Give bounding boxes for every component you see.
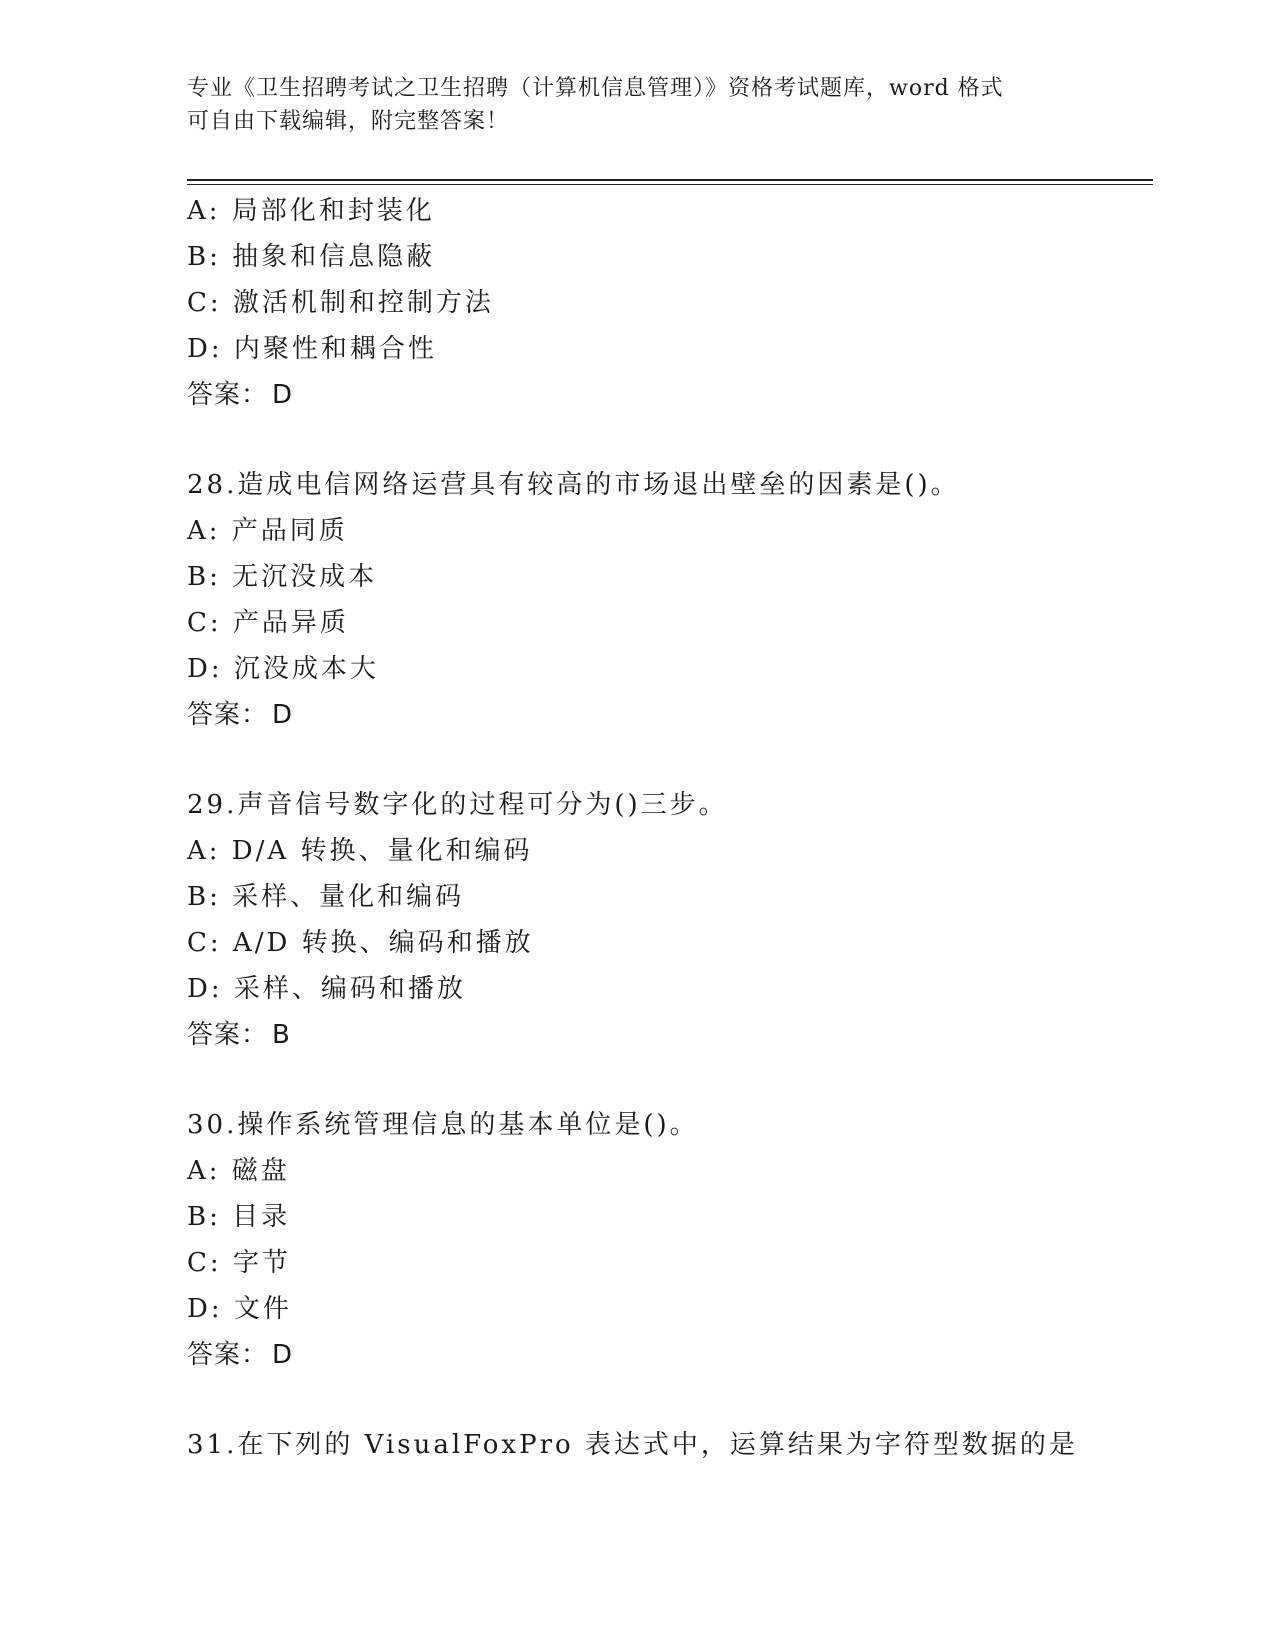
question-block-29 bbox=[187, 782, 1153, 1058]
answer-label: 答案： bbox=[187, 1340, 269, 1370]
option-c: C: 字节 bbox=[187, 1248, 291, 1278]
question-block-28 bbox=[187, 462, 1153, 738]
option-d: D: 沉没成本大 bbox=[187, 654, 379, 684]
answer-line bbox=[187, 1012, 1153, 1058]
option-d: D: 内聚性和耦合性 bbox=[187, 334, 437, 364]
option-b: B: 采样、量化和编码 bbox=[187, 882, 465, 912]
answer-line bbox=[187, 1332, 1153, 1378]
question-text: 30.操作系统管理信息的基本单位是()。 bbox=[187, 1110, 699, 1140]
header-divider-thick bbox=[187, 179, 1153, 181]
document-header bbox=[187, 72, 1087, 138]
answer-value: D bbox=[272, 700, 294, 730]
option-b: B: 目录 bbox=[187, 1202, 291, 1232]
question-block-31 bbox=[187, 1422, 1153, 1468]
answer-label: 答案： bbox=[187, 380, 269, 410]
question-block-27 bbox=[187, 188, 1153, 418]
option-a: A: 磁盘 bbox=[187, 1156, 290, 1186]
option-c: C: 激活机制和控制方法 bbox=[187, 288, 494, 318]
option-d: D: 文件 bbox=[187, 1294, 292, 1324]
option-d: D: 采样、编码和播放 bbox=[187, 974, 466, 1004]
option-b: B: 无沉没成本 bbox=[187, 562, 378, 592]
answer-line bbox=[187, 372, 1153, 418]
option-c: C: A/D 转换、编码和播放 bbox=[187, 928, 534, 958]
option-a: A: D/A 转换、量化和编码 bbox=[187, 836, 533, 866]
header-divider-thin bbox=[187, 184, 1153, 185]
option-b: B: 抽象和信息隐蔽 bbox=[187, 242, 436, 272]
question-text: 28.造成电信网络运营具有较高的市场退出壁垒的因素是()。 bbox=[187, 470, 960, 500]
header-line-1: 专业《卫生招聘考试之卫生招聘（计算机信息管理）》资格考试题库，word 格式 bbox=[187, 76, 1004, 101]
question-list bbox=[187, 188, 1153, 1468]
answer-value: B bbox=[272, 1020, 291, 1050]
header-line-2: 可自由下载编辑，附完整答案！ bbox=[187, 109, 510, 134]
answer-line bbox=[187, 692, 1153, 738]
answer-value: D bbox=[272, 380, 294, 410]
question-text: 29.声音信号数字化的过程可分为()三步。 bbox=[187, 790, 728, 820]
option-c: C: 产品异质 bbox=[187, 608, 349, 638]
option-a: A: 产品同质 bbox=[187, 516, 348, 546]
answer-label: 答案： bbox=[187, 1020, 269, 1050]
answer-label: 答案： bbox=[187, 700, 269, 730]
question-block-30 bbox=[187, 1102, 1153, 1378]
question-text: 31.在下列的 VisualFoxPro 表达式中，运算结果为字符型数据的是 bbox=[187, 1430, 1078, 1460]
answer-value: D bbox=[272, 1340, 294, 1370]
option-a: A: 局部化和封装化 bbox=[187, 196, 435, 226]
